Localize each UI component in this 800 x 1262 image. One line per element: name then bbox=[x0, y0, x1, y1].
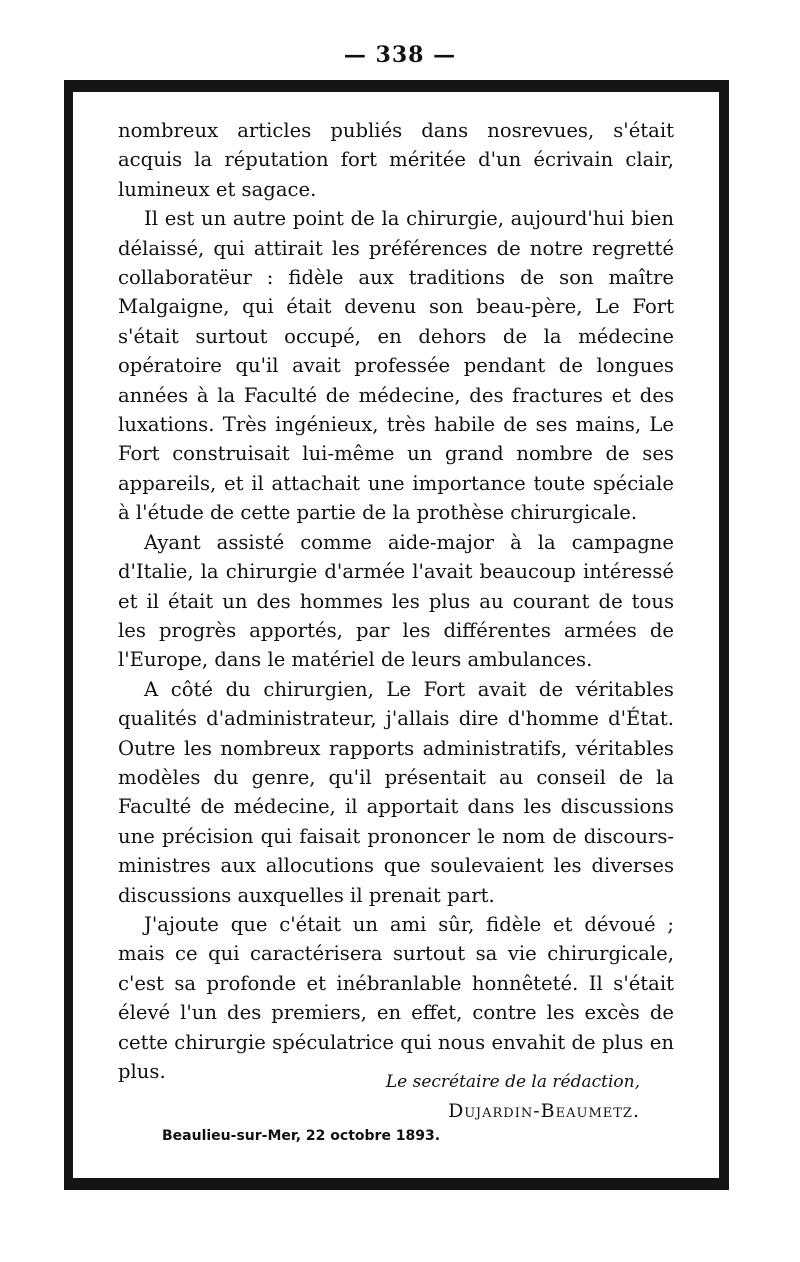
article-body bbox=[118, 116, 674, 1086]
paragraph-2: Il est un autre point de la chirurgie, aujourd'hui bien délaissé, qui attirait les préférences de notre regretté collaboratëur : fidèle aux traditions de son maître Malgaigne, qui était devenu son beau-père, Le Fort s'était surtout occupé, en dehors de la médecine opératoire qu'il avait professée pendant de longues années à la Faculté de médecine, des fractures et des luxations. Très ingénieux, très habile de ses mains, Le Fort construisait lui-même un grand nombre de ses appareils, et il attachait une importance toute spéciale à l'étude de cette partie de la prothèse chirurgicale. bbox=[118, 207, 674, 525]
paragraph-3: Ayant assisté comme aide-major à la campagne d'Italie, la chirurgie d'armée l'avait beaucoup intéressé et il était un des hommes les plus au courant de tous les progrès apportés, par les différentes armées de l'Europe, dans le matériel de leurs ambulances. bbox=[118, 530, 674, 672]
page-number: — 338 — bbox=[343, 42, 457, 68]
signature-name-text: Dujardin-Beaumetz. bbox=[448, 1100, 640, 1122]
signature-name bbox=[118, 1100, 640, 1122]
paragraph-5: J'ajoute que c'était un ami sûr, fidèle et dévoué ; mais ce qui caractérisera surtout sa vie chirurgicale, c'est sa profonde et inébranlable honnêteté. Il s'était élevé l'un des premiers, en effet, contre les excès de cette chirurgie spéculatrice qui nous envahit de plus en plus. bbox=[118, 912, 674, 1083]
place-date: Beaulieu-sur-Mer, 22 octobre 1893. bbox=[162, 1128, 441, 1144]
paragraph-1: nombreux articles publiés dans nosrevues, s'était acquis la réputation fort méritée d'un écrivain clair, lumineux et sagace. bbox=[118, 119, 674, 201]
signature-title: Le secrétaire de la rédaction, bbox=[385, 1072, 640, 1092]
paragraph-4: A côté du chirurgien, Le Fort avait de véritables qualités d'administrateur, j'allais dire d'homme d'État. Outre les nombreux rapports administratifs, véritables modèles du genre, qu'il présentait au conseil de la Faculté de médecine, il apportait dans les discussions une précision qui faisait prononcer le nom de discours-ministres aux allocutions que soulevaient les diverses discussions auxquelles il prenait part. bbox=[118, 677, 674, 907]
